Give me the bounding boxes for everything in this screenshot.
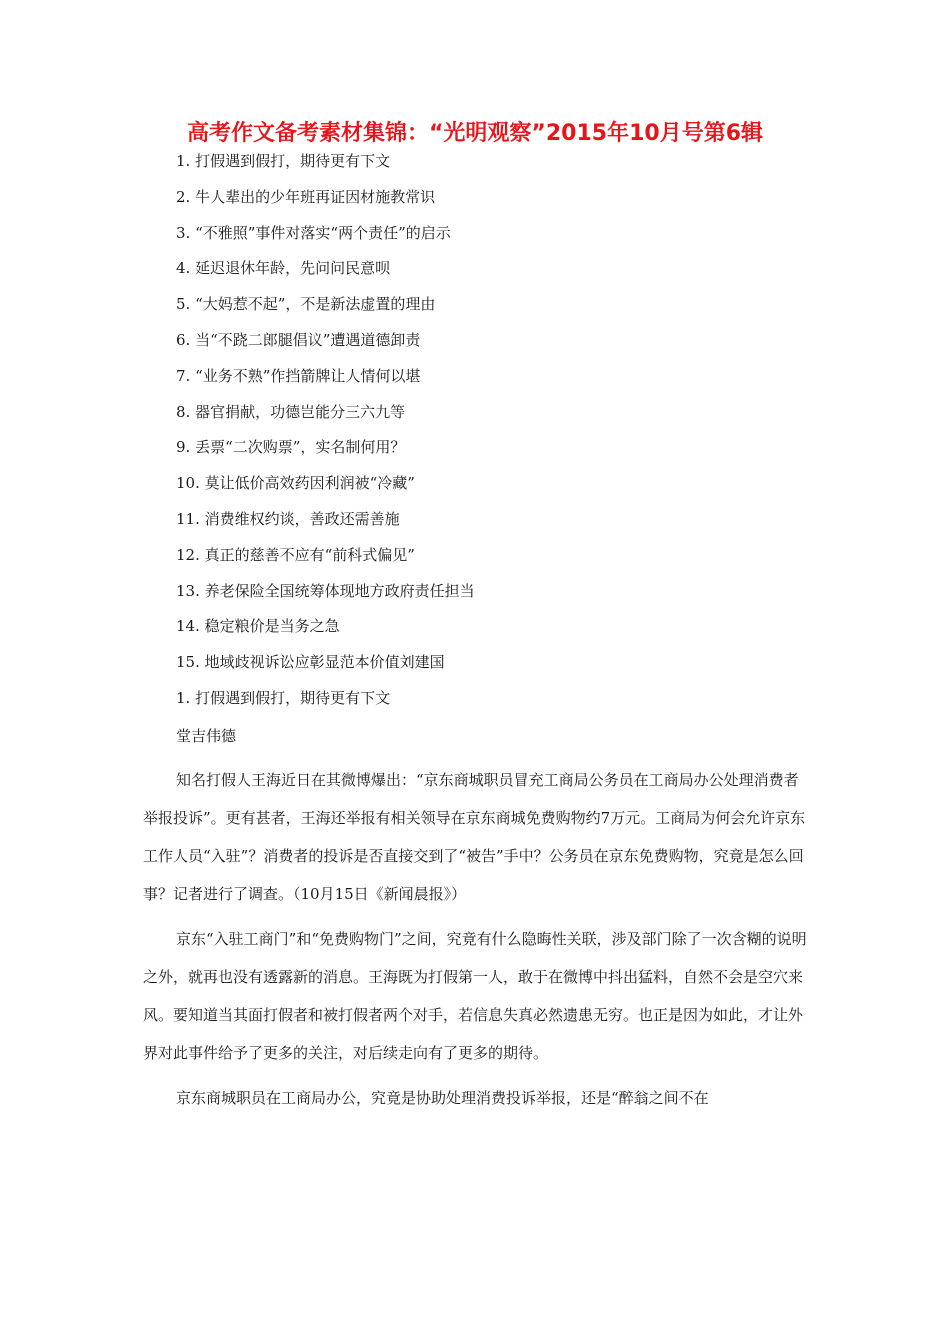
document-title: 高考作文备考素材集锦：“光明观察”2015年10月号第6辑 [186,121,764,146]
article-author: 堂吉伟德 [176,727,237,745]
body-paragraph: 知名打假人王海近日在其微博爆出：“京东商城职员冒充工商局公务员在工商局办公处理消费者举报投诉”。更有甚者，王海还举报有相关领导在京东商城免费购物约7万元。工商局为何会允许京东工作人员“入驻”？消费者的投诉是否直接交到了“被告”手中？公务员在京东免费购物，究竟是怎么回事？记者进行了调查。（10月15日《新闻晨报》） [143,771,806,903]
toc-item: 11. 消费维权约谈，善政还需善施 [176,509,400,528]
toc-item: 7. “业务不熟”作挡箭牌让人情何以堪 [176,366,421,385]
toc-item: 6. 当“不跷二郎腿倡议”遭遇道德卸责 [176,330,421,349]
body-paragraph: 京东商城职员在工商局办公，究竟是协助处理消费投诉举报，还是“醉翁之间不在 [176,1089,709,1107]
toc-item: 2. 牛人辈出的少年班再证因材施教常识 [176,187,436,206]
toc-item: 9. 丢票“二次购票”，实名制何用？ [176,438,406,457]
toc-item: 12. 真正的慈善不应有“前科式偏见” [176,545,415,564]
table-of-contents [176,150,475,723]
toc-item: 10. 莫让低价高效药因利润被“冷藏” [176,474,415,493]
toc-item: 8. 器官捐献，功德岂能分三六九等 [176,402,406,421]
toc-item: 1. 打假遇到假打，期待更有下文 [176,152,391,170]
toc-item: 5. “大妈惹不起”，不是新法虚置的理由 [176,295,436,314]
toc-item: 15. 地域歧视诉讼应彰显范本价值刘建国 [176,653,445,672]
body-paragraph: 京东“入驻工商门”和“免费购物门”之间，究竟有什么隐晦性关联，涉及部门除了一次含糊的说明之外，就再也没有透露新的消息。王海既为打假第一人，敢于在微博中抖出猛料，自然不会是空穴来风。要知道当其面打假者和被打假者两个对手，若信息失真必然遗患无穷。也正是因为如此，才让外界对此事件给予了更多的关注，对后续走向有了更多的期待。 [143,930,807,1062]
section-heading: 1. 打假遇到假打，期待更有下文 [176,688,391,707]
article-body [143,761,813,1124]
toc-item: 3. “不雅照”事件对落实“两个责任”的启示 [176,223,451,242]
toc-item: 13. 养老保险全国统筹体现地方政府责任担当 [176,581,475,600]
toc-item: 14. 稳定粮价是当务之急 [176,617,340,636]
toc-item: 4. 延迟退休年龄，先问问民意呗 [176,259,391,278]
